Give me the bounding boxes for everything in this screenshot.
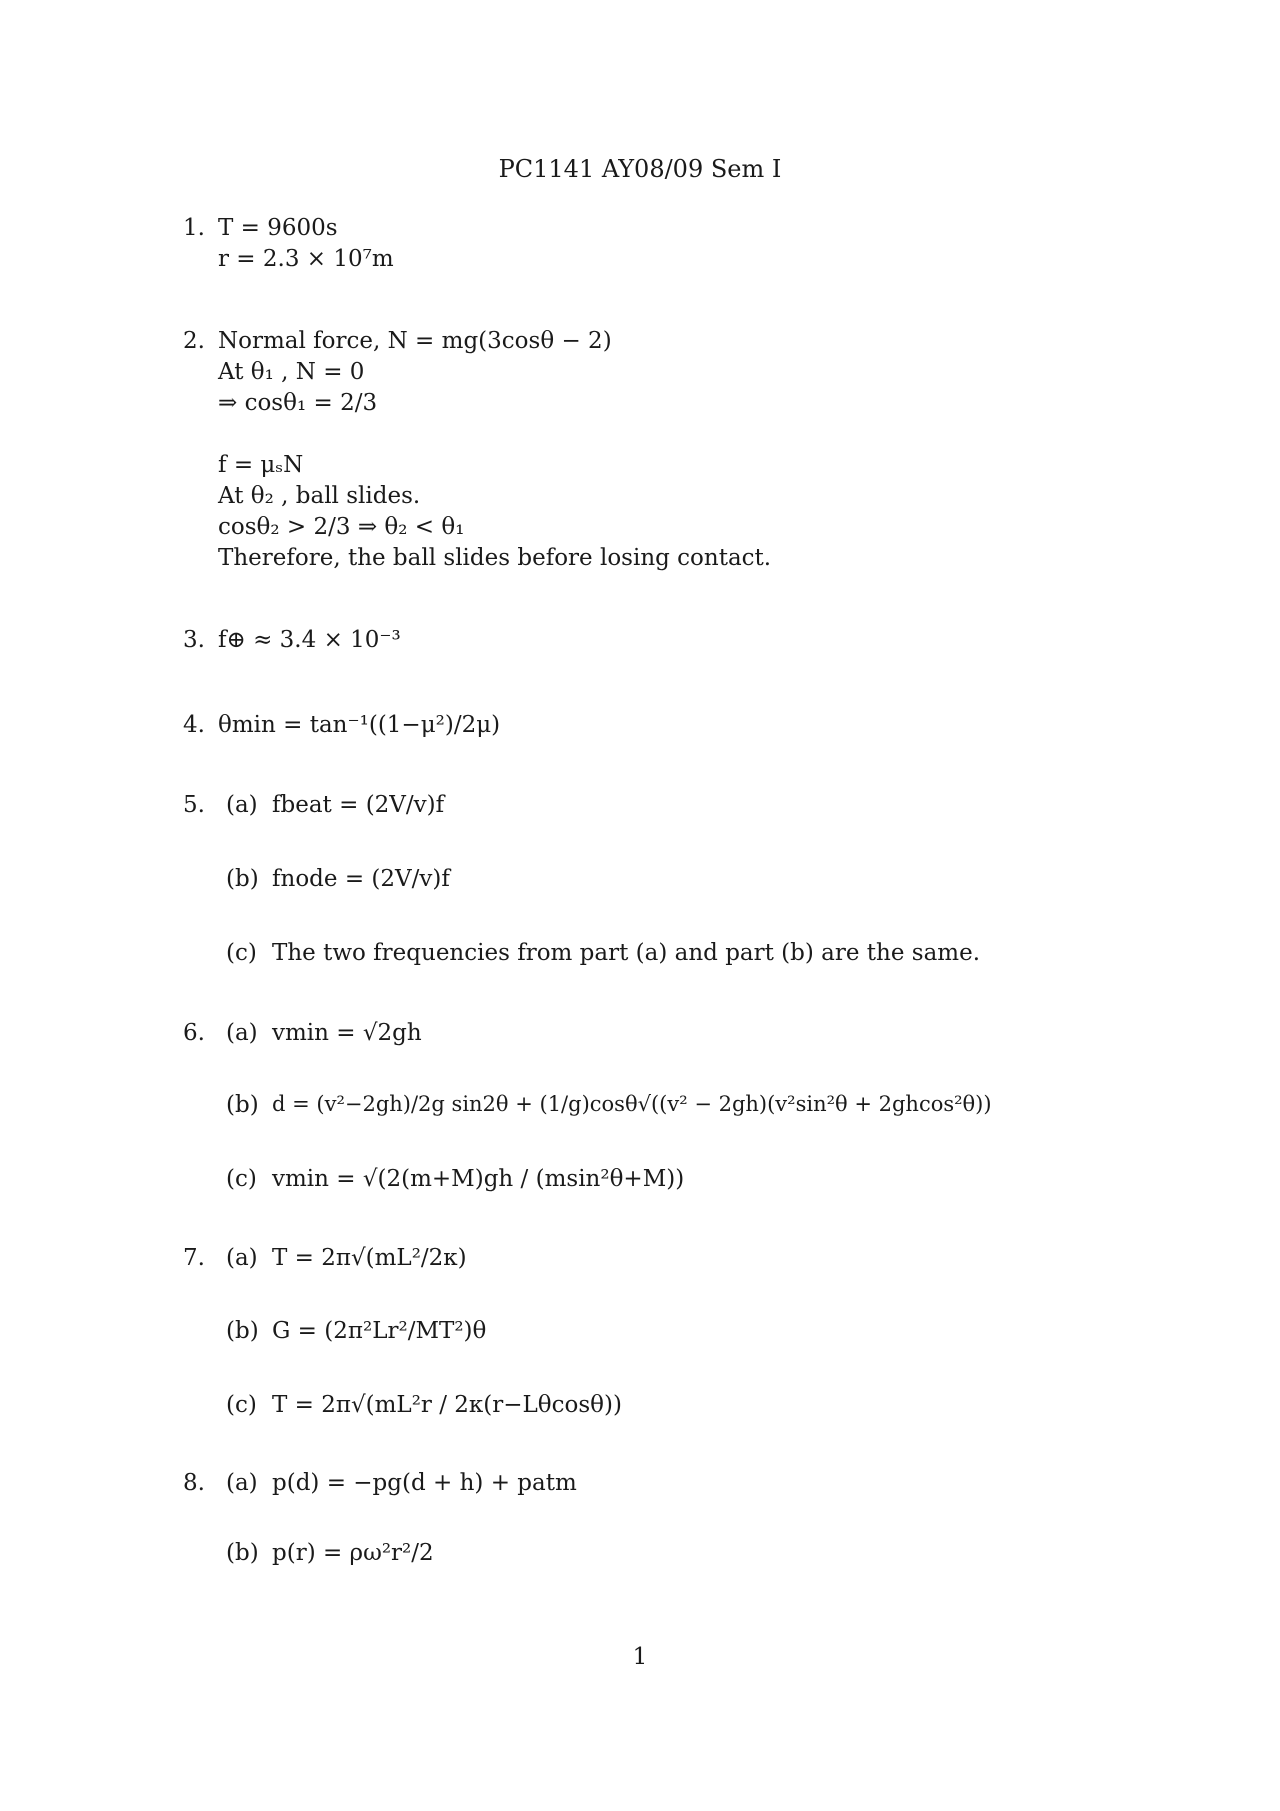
- q6-part-b: d = (v²−2gh)/2g sin2θ + (1/g)cosθ√((v² − 2gh)(v²sin²θ + 2ghcos²θ)): [272, 1092, 992, 1116]
- q7-part-a: T = 2π√(mL²/2κ): [272, 1245, 467, 1271]
- q2-line-7: Therefore, the ball slides before losing contact.: [218, 545, 772, 571]
- item-number-1: 1.: [183, 215, 205, 241]
- item-number-2: 2.: [183, 328, 205, 354]
- q5-part-b-label: (b): [226, 866, 259, 892]
- q2-line-3: ⇒ cosθ₁ = 2/3: [218, 390, 378, 416]
- item-number-3: 3.: [183, 627, 205, 653]
- q2-line-1: Normal force, N = mg(3cosθ − 2): [218, 328, 612, 354]
- q8-part-b: p(r) = ρω²r²/2: [272, 1540, 434, 1566]
- q2-line-4: f = μₛN: [218, 452, 304, 478]
- q8-part-a: p(d) = −pg(d + h) + patm: [272, 1470, 577, 1496]
- q6-part-c: vmin = √(2(m+M)gh / (msin²θ+M)): [272, 1166, 685, 1192]
- item-number-5: 5.: [183, 792, 205, 818]
- q7-part-b-label: (b): [226, 1318, 259, 1344]
- q2-line-5: At θ₂ , ball slides.: [218, 483, 421, 509]
- page-title: PC1141 AY08/09 Sem I: [498, 155, 782, 183]
- q5-part-c-label: (c): [226, 940, 257, 966]
- q5-part-a-label: (a): [226, 792, 258, 818]
- q3-line-1: f⊕ ≈ 3.4 × 10⁻³: [218, 627, 401, 653]
- q1-line-1: T = 9600s: [218, 215, 338, 241]
- q7-part-c-label: (c): [226, 1392, 257, 1418]
- item-number-8: 8.: [183, 1470, 205, 1496]
- q5-part-b: fnode = (2V/v)f: [272, 866, 450, 892]
- q6-part-b-label: (b): [226, 1092, 259, 1118]
- q4-line-1: θmin = tan⁻¹((1−μ²)/2μ): [218, 712, 501, 738]
- q5-part-c: The two frequencies from part (a) and part (b) are the same.: [272, 940, 981, 966]
- q8-part-a-label: (a): [226, 1470, 258, 1496]
- q5-part-a: fbeat = (2V/v)f: [272, 792, 445, 818]
- item-number-4: 4.: [183, 712, 205, 738]
- q2-line-2: At θ₁ , N = 0: [218, 359, 365, 385]
- q7-part-a-label: (a): [226, 1245, 258, 1271]
- q8-part-b-label: (b): [226, 1540, 259, 1566]
- q1-line-2: r = 2.3 × 10⁷m: [218, 246, 394, 272]
- q6-part-a-label: (a): [226, 1020, 258, 1046]
- page-number: 1: [632, 1644, 648, 1670]
- item-number-7: 7.: [183, 1245, 205, 1271]
- q6-part-a: vmin = √2gh: [272, 1020, 422, 1046]
- q7-part-b: G = (2π²Lr²/MT²)θ: [272, 1318, 487, 1344]
- q6-part-c-label: (c): [226, 1166, 257, 1192]
- q2-line-6: cosθ₂ > 2/3 ⇒ θ₂ < θ₁: [218, 514, 465, 540]
- item-number-6: 6.: [183, 1020, 205, 1046]
- q7-part-c: T = 2π√(mL²r / 2κ(r−Lθcosθ)): [272, 1392, 622, 1418]
